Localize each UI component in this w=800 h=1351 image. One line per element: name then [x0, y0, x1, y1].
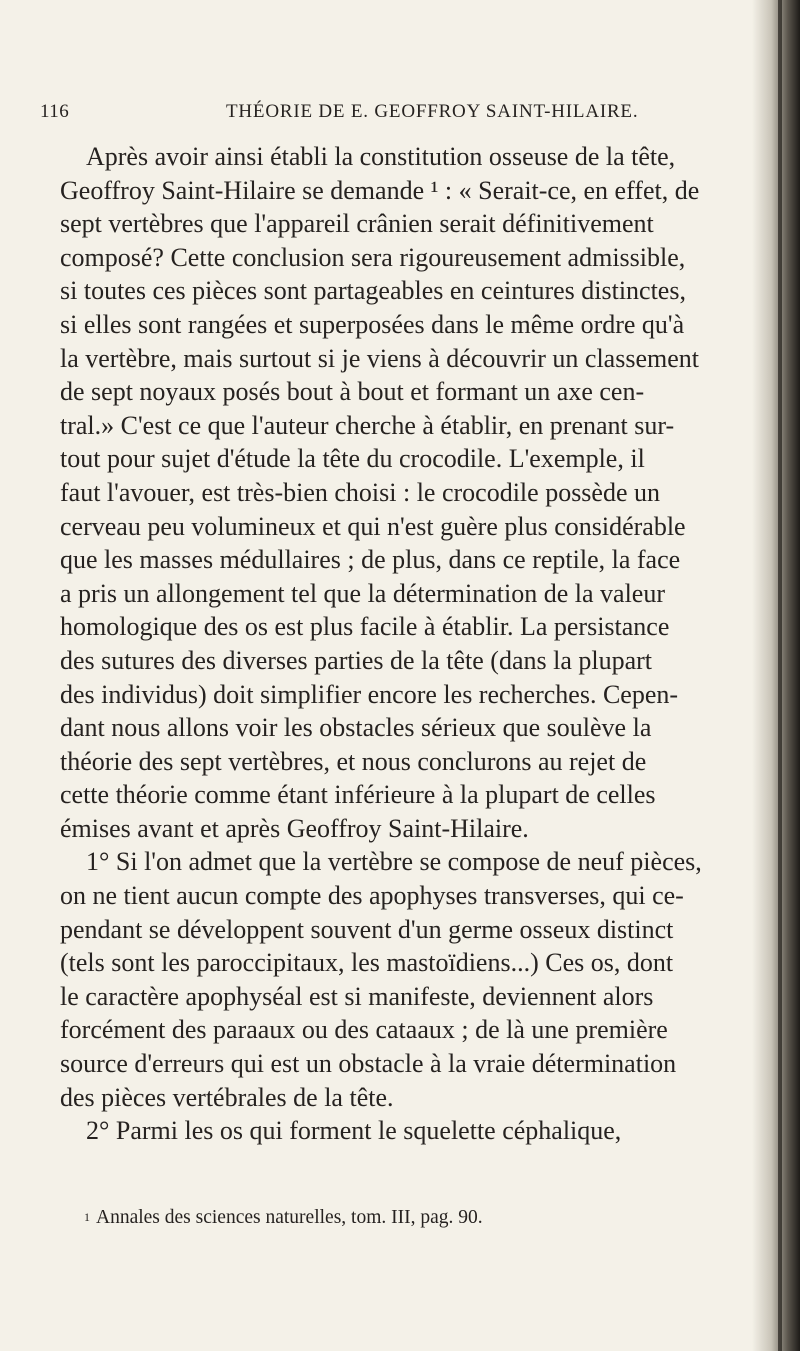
- running-title: THÉORIE DE E. GEOFFROY SAINT-HILAIRE.: [226, 101, 639, 122]
- text-line: si toutes ces pièces sont partageables en ceintures distinctes,: [60, 276, 686, 306]
- text-line: Geoffroy Saint-Hilaire se demande ¹ : « Serait-ce, en effet, de: [60, 175, 700, 205]
- footnote: [84, 1207, 744, 1229]
- text-line: a pris un allongement tel que la détermination de la valeur: [60, 578, 666, 608]
- body-text: [60, 140, 750, 1148]
- text-line: que les masses médullaires ; de plus, dans ce reptile, la face: [60, 545, 681, 575]
- text-line: pendant se développent souvent d'un germe osseux distinct: [60, 914, 674, 944]
- text-line: des pièces vertébrales de la tête.: [60, 1082, 394, 1112]
- text-line: forcément des paraaux ou des cataaux ; de là une première: [60, 1015, 668, 1045]
- text-line: cette théorie comme étant inférieure à la plupart de celles: [60, 780, 656, 810]
- text-line: Après avoir ainsi établi la constitution osseuse de la tête,: [86, 142, 676, 171]
- book-binding-edge: [752, 0, 800, 1351]
- text-line: tout pour sujet d'étude la tête du crocodile. L'exemple, il: [60, 444, 645, 474]
- text-line: faut l'avouer, est très-bien choisi : le crocodile possède un: [60, 477, 661, 507]
- binding-line: [778, 0, 782, 1351]
- text-line: 1° Si l'on admet que la vertèbre se compose de neuf pièces,: [86, 847, 702, 877]
- running-head: [40, 101, 740, 131]
- text-line: la vertèbre, mais surtout si je viens à découvrir un classement: [60, 343, 699, 373]
- text-line: si elles sont rangées et superposées dans le même ordre qu'à: [60, 309, 685, 339]
- text-line: émises avant et après Geoffroy Saint-Hilaire.: [60, 813, 529, 843]
- text-line: (tels sont les paroccipitaux, les mastoïdiens...) Ces os, dont: [60, 948, 674, 978]
- text-line: de sept noyaux posés bout à bout et formant un axe cen-: [60, 377, 645, 407]
- text-line: tral.» C'est ce que l'auteur cherche à établir, en prenant sur-: [60, 410, 675, 440]
- text-line: théorie des sept vertèbres, et nous conclurons au rejet de: [60, 746, 647, 776]
- text-line: cerveau peu volumineux et qui n'est guère plus considérable: [60, 511, 686, 541]
- text-line: dant nous allons voir les obstacles sérieux que soulève la: [60, 713, 652, 743]
- page-number: 116: [40, 101, 70, 122]
- footnote-text: Annales des sciences naturelles, tom. III, pag. 90.: [96, 1207, 483, 1228]
- text-line: 2° Parmi les os qui forment le squelette céphalique,: [86, 1116, 622, 1146]
- text-line: le caractère apophyséal est si manifeste, deviennent alors: [60, 981, 654, 1011]
- text-line: on ne tient aucun compte des apophyses transverses, qui ce-: [60, 881, 684, 911]
- text-line: homologique des os est plus facile à établir. La persistance: [60, 612, 670, 642]
- text-line: sept vertèbres que l'appareil crânien serait définitivement: [60, 209, 654, 239]
- text-line: source d'erreurs qui est un obstacle à la vraie détermination: [60, 1049, 677, 1079]
- text-line: composé? Cette conclusion sera rigoureusement admissible,: [60, 242, 686, 272]
- footnote-marker: 1: [84, 1210, 90, 1224]
- text-line: des individus) doit simplifier encore les recherches. Cepen-: [60, 679, 679, 709]
- text-line: des sutures des diverses parties de la tête (dans la plupart: [60, 645, 653, 675]
